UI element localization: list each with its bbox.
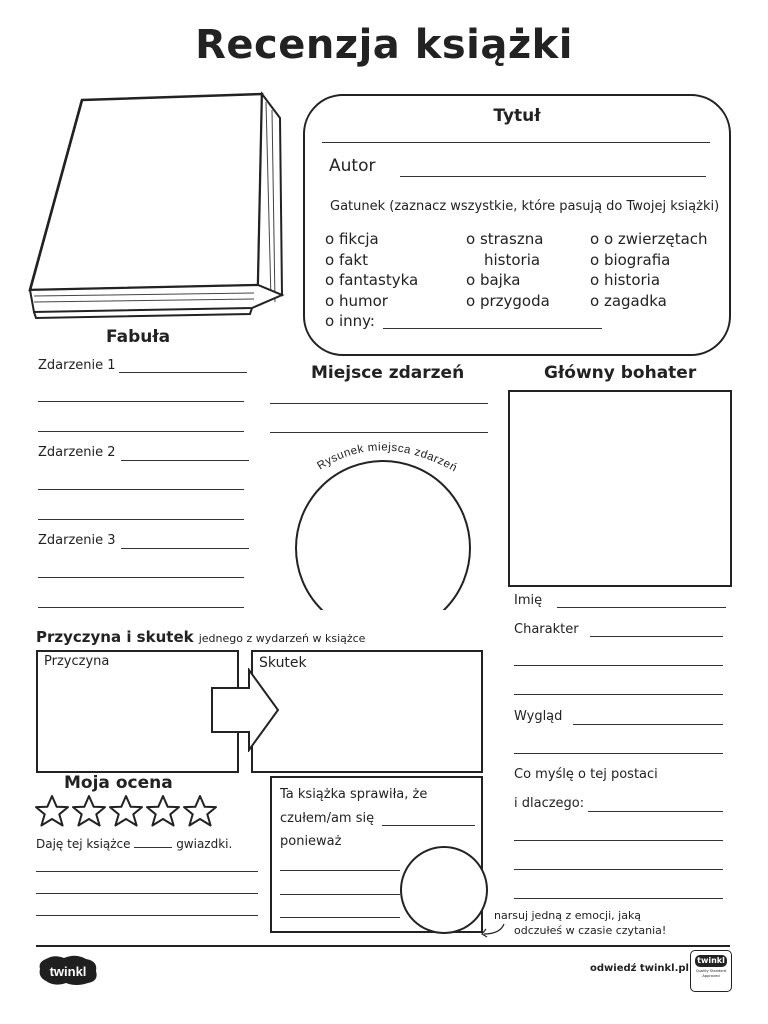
feeling-line[interactable]	[280, 894, 400, 895]
event-1-line[interactable]	[38, 431, 244, 432]
trait-line[interactable]	[514, 694, 723, 695]
trait-line[interactable]	[514, 665, 723, 666]
look-line[interactable]	[573, 724, 723, 725]
star-icon	[147, 796, 179, 826]
setting-heading: Miejsce zdarzeń	[311, 363, 465, 383]
genre-option[interactable]: o straszna	[466, 230, 544, 248]
star-count-line[interactable]	[134, 847, 172, 848]
quality-badge	[690, 950, 732, 992]
genre-column-2[interactable]	[466, 229, 550, 311]
name-line[interactable]	[557, 607, 726, 608]
setting-drawing-label: Rysunek miejsca zdarzeń	[315, 441, 460, 475]
genre-column-1[interactable]	[325, 229, 418, 332]
genre-option[interactable]: o inny:	[325, 312, 375, 330]
genre-option[interactable]: o o zwierzętach	[590, 230, 708, 248]
setting-line[interactable]	[270, 403, 488, 404]
cause-label: Przyczyna	[44, 654, 110, 669]
feeling-line-3: ponieważ	[280, 834, 342, 849]
arrow-right-icon	[209, 668, 281, 752]
opinion-line[interactable]	[514, 840, 723, 841]
rating-line[interactable]	[36, 915, 258, 916]
setting-drawing[interactable]	[290, 430, 490, 610]
genre-option[interactable]: o zagadka	[590, 291, 667, 310]
title-line[interactable]	[322, 142, 710, 143]
opinion-line[interactable]	[588, 811, 723, 812]
genre-option[interactable]: o fantastyka	[325, 271, 419, 289]
effect-label: Skutek	[259, 655, 307, 671]
feeling-line-1: Ta książka sprawiła, że	[280, 787, 428, 802]
rating-stars[interactable]	[34, 794, 224, 830]
character-heading: Główny bohater	[544, 363, 697, 383]
look-label: Wygląd	[514, 709, 563, 724]
name-label: Imię	[514, 593, 543, 608]
genre-column-3[interactable]	[590, 229, 708, 311]
event-2-line[interactable]	[38, 519, 244, 520]
feeling-line[interactable]	[280, 870, 400, 871]
page-title: Recenzja książki	[195, 22, 573, 68]
event-3-line[interactable]	[38, 577, 244, 578]
pointer-arrow-icon	[478, 920, 508, 940]
twinkl-logo-text: twinkl	[49, 964, 87, 979]
event-1-label: Zdarzenie 1	[38, 358, 116, 373]
cause-effect-heading: Przyczyna i skutek	[36, 628, 194, 646]
genre-other-line[interactable]	[383, 328, 602, 329]
event-2-label: Zdarzenie 2	[38, 445, 116, 460]
look-line[interactable]	[514, 753, 723, 754]
give-stars-pre: Daję tej książce	[36, 837, 131, 851]
give-stars-text	[36, 837, 232, 851]
twinkl-logo	[36, 953, 100, 987]
event-3-line[interactable]	[121, 548, 249, 549]
genre-option[interactable]: o przygoda	[466, 291, 550, 310]
opinion-why-label: i dlaczego:	[514, 796, 585, 811]
author-line[interactable]	[400, 176, 706, 177]
quality-badge-text: Quality Standard Approved	[695, 969, 727, 978]
event-2-line[interactable]	[38, 489, 244, 490]
give-stars-post: gwiazdki.	[176, 837, 233, 851]
genre-option[interactable]: o bajka	[466, 271, 521, 289]
star-icon	[110, 796, 142, 826]
genre-option[interactable]: o historia	[590, 271, 661, 289]
book-illustration	[22, 90, 287, 325]
quality-badge-brand: twinkl	[695, 955, 727, 967]
star-icon	[36, 796, 68, 826]
event-3-label: Zdarzenie 3	[38, 533, 116, 548]
feeling-line[interactable]	[382, 825, 475, 826]
footer-visit: odwiedź twinkl.pl	[590, 963, 689, 974]
opinion-line[interactable]	[514, 898, 723, 899]
event-1-line[interactable]	[119, 372, 247, 373]
feeling-line[interactable]	[280, 917, 400, 918]
star-icon	[184, 796, 216, 826]
event-1-line[interactable]	[38, 401, 244, 402]
rating-heading: Moja ocena	[64, 773, 173, 793]
cause-effect-header	[36, 627, 365, 646]
title-label: Tytuł	[493, 106, 541, 126]
opinion-line[interactable]	[514, 869, 723, 870]
event-3-line[interactable]	[38, 607, 244, 608]
genre-option-continued: historia	[484, 250, 541, 269]
feeling-line-2: czułem/am się	[280, 811, 375, 826]
genre-option[interactable]: o humor	[325, 291, 388, 310]
emotion-hint-1: narsuj jedną z emocji, jaką	[494, 909, 642, 922]
trait-label: Charakter	[514, 622, 579, 637]
character-drawing-box[interactable]	[508, 390, 732, 587]
emotion-hint-2: odczułeś w czasie czytania!	[514, 924, 667, 937]
footer-divider	[36, 945, 730, 947]
genre-option[interactable]: o fikcja	[325, 230, 379, 248]
event-2-line[interactable]	[121, 460, 249, 461]
genre-hint: Gatunek (zaznacz wszystkie, które pasują do Twojej książki)	[330, 199, 720, 214]
plot-heading: Fabuła	[106, 327, 171, 347]
genre-option[interactable]: o biografia	[590, 250, 671, 269]
author-label: Autor	[329, 156, 376, 176]
opinion-label: Co myślę o tej postaci	[514, 767, 658, 782]
genre-option[interactable]: o fakt	[325, 250, 368, 269]
setting-circle[interactable]	[296, 461, 470, 610]
trait-line[interactable]	[590, 636, 723, 637]
cause-effect-hint: jednego z wydarzeń w książce	[198, 632, 366, 645]
rating-line[interactable]	[36, 893, 258, 894]
rating-line[interactable]	[36, 871, 258, 872]
star-icon	[73, 796, 105, 826]
